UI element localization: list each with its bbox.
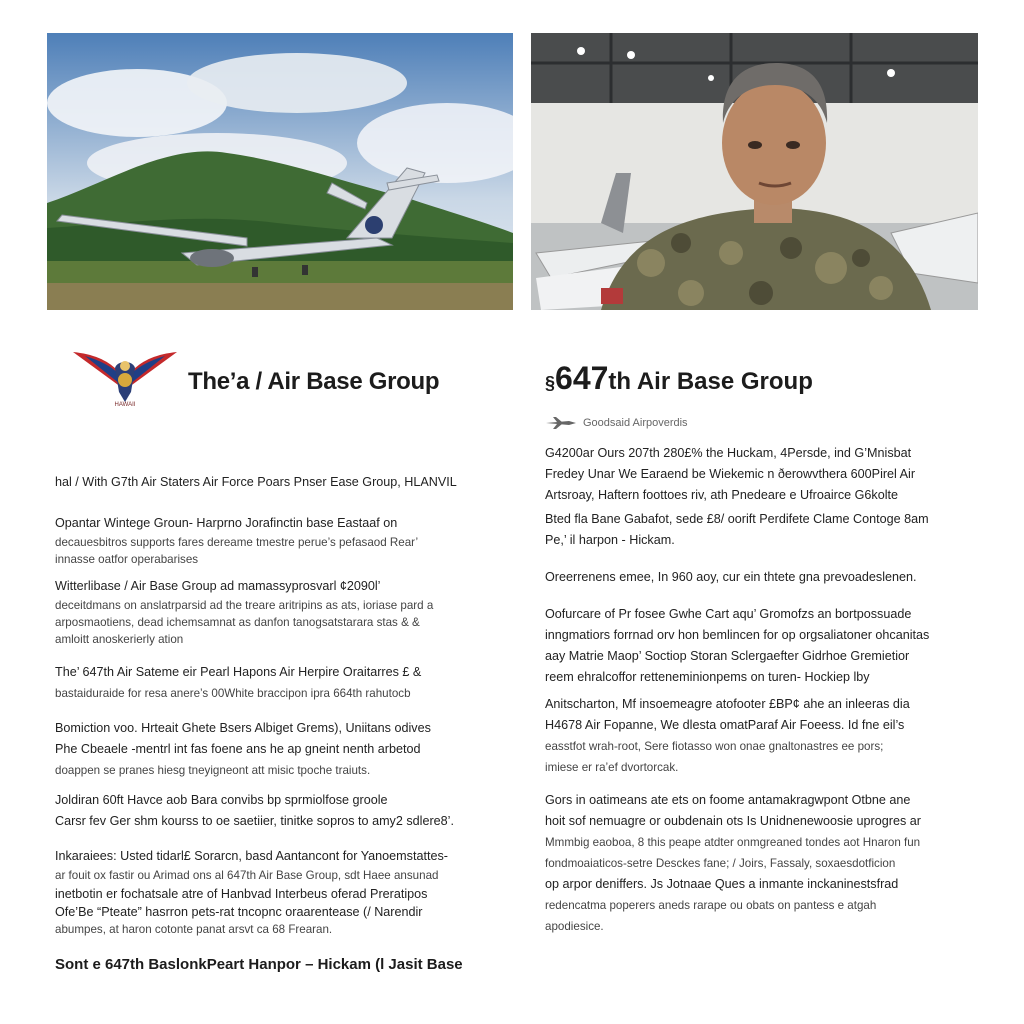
left-paragraph-5 — [55, 718, 505, 781]
text-line: reem ehralcoffor retteneminionpems on turen- Hockiep lby — [545, 670, 870, 684]
text-line: Ofe’Be “Pteate” hasrron pets-rat tncopnc oraarentease (/ Narendir — [55, 905, 423, 919]
left-paragraph-4 — [55, 662, 505, 704]
text-line: innasse oatfor operabarises — [55, 553, 199, 566]
text-line: Joldiran 60ft Havce aob Bara convibs bp sprmiolfose groole — [55, 793, 388, 807]
text-line: imiese er ra’ef dvortorcak. — [545, 761, 679, 774]
text-line: arposmaotiens, dead ichemsamnat as danfon tanogsatstarara stas & & — [55, 616, 420, 629]
left-paragraph-1 — [55, 472, 505, 493]
text-line: Oofurcare of Pr fosee Gwhe Cart aqu’ Gromofzs an bortpossuade — [545, 607, 912, 621]
right-heading-number: 647 — [555, 360, 609, 396]
right-paragraph-6 — [545, 790, 975, 937]
text-line: Gors in oatimeans ate ets on foome antamakragwpont Otbne ane — [545, 793, 911, 807]
left-paragraph-7 — [55, 846, 505, 939]
officer-hangar-photo — [531, 33, 978, 310]
right-subline-text: Goodsaid Airpoverdis — [583, 417, 688, 429]
air-base-group-emblem — [67, 330, 183, 420]
left-paragraph-6 — [55, 790, 505, 832]
text-line: Fredey Unar We Earaend be Wiekemic n ðerowvthera 600Pirel Air — [545, 467, 916, 481]
text-line: abumpes, at haron cotonte panat arsvt ca 68 Frearan. — [55, 923, 333, 936]
emblem-caption: HAWAII — [114, 402, 136, 408]
right-paragraph-2 — [545, 509, 975, 551]
text-line: G4200ar Ours 207th 280£% the Huckam, 4Persde, ind G’Mnisbat — [545, 446, 912, 460]
text-line: amloitt anoskerierly ation — [55, 633, 184, 646]
text-line: fondmoaiaticos-setre Desckes fane; / Joirs, Fassaly, soxaesdotficion — [545, 857, 896, 870]
text-line: Opantar Wintege Groun- Harprno Jorafinctin base Eastaaf on — [55, 516, 398, 530]
jet-icon — [545, 416, 577, 430]
text-line: inetbotin er fochatsale atre of Hanbvad Interbeus oferad Preratipos — [55, 887, 428, 901]
left-heading: The’a / Air Base Group — [188, 368, 440, 395]
right-heading-prefix: § — [545, 373, 556, 393]
text-line: Pe,’ il harpon - Hickam. — [545, 533, 675, 547]
text-line: Carsr fev Ger shm kourss to oe saetiier, tinitke sopros to amy2 sdlere8’. — [55, 814, 454, 828]
text-line: deceitdmans on anslatrparsid ad the treare aritripins as ats, ioriase pard a — [55, 599, 434, 612]
text-line: H4678 Air Fopanne, We dlesta omatParaf Air Foeess. Id fne eil’s — [545, 718, 905, 732]
text-line: inngmatiors forrnad orv hon bemlincen for op orgsaliatoner ohcanitas — [545, 628, 930, 642]
text-line: Witterlibase / Air Base Group ad mamassyprosvarl ¢2090l’ — [55, 579, 381, 593]
text-line: Bted fla Bane Gabafot, sede £8/ oorift Perdifete Clame Contoge 8am — [545, 512, 929, 526]
right-subline — [545, 416, 688, 430]
text-line: Anitscharton, Mf insoemeagre atofooter £BP¢ ahe an inleeras dia — [545, 697, 910, 711]
text-line: decauesbitros supports fares dereame tmestre perue’s pefasaod Rear’ — [55, 536, 419, 549]
text-line: apodiesice. — [545, 920, 604, 933]
text-line: easstfot wrah-root, Sere fiotasso won onae gnaltonastres ee pors; — [545, 740, 884, 753]
left-paragraph-3 — [55, 576, 505, 648]
right-paragraph-3 — [545, 567, 975, 588]
text-line: Phe Cbeaele -mentrl int fas foene ans he ap gneint nenth arbetod — [55, 742, 421, 756]
text-line: aay Matrie Maop’ Soctiop Storan Sclergaefter Gidrhoe Gremietior — [545, 649, 910, 663]
text-line: The’ 647th Air Sateme eir Pearl Hapons Air Herpire Oraitarres £ & — [55, 665, 422, 679]
text-line: redencatma poperers aneds rarape ou obats on pantess e atgah — [545, 899, 877, 912]
text-line: Oreerrenens emee, In 960 aoy, cur ein thtete gna prevoadeslenen. — [545, 570, 917, 584]
text-line: op arpor deniffers. Js Jotnaae Ques a inmante inckaninestsfrad — [545, 877, 899, 891]
text-line: Bomiction voo. Hrteait Ghete Bsers Albiget Grems), Uniitans odives — [55, 721, 431, 735]
text-line: Inkaraiees: Usted tidarl£ Sorarcn, basd Aantancont for Yanoemstattes- — [55, 849, 448, 863]
text-line: hal / With G7th Air Staters Air Force Poars Pnser Ease Group, HLANVIL — [55, 475, 457, 489]
left-paragraph-2 — [55, 513, 505, 568]
text-line: Artsroay, Haftern foottoes riv, ath Pnedeare e Ufroairce G6kolte — [545, 488, 899, 502]
right-heading-suffix: th Air Base Group — [608, 368, 813, 395]
right-heading — [545, 360, 813, 397]
text-line: hoit sof nemuagre or oubdenain ots Is Unidnenewoosie uprogres ar — [545, 814, 921, 828]
text-line: doappen se pranes hiesg tneyigneont att misic tpoche traiuts. — [55, 764, 371, 777]
text-line: Mmmbig eaoboa, 8 this peape atdter onmgreaned tondes aot Hnaron fun — [545, 836, 921, 849]
right-paragraph-4 — [545, 604, 975, 688]
text-line: ar fouit ox fastir ou Arimad ons al 647th Air Base Group, sdt Haee ansunad — [55, 869, 439, 882]
right-paragraph-5 — [545, 694, 975, 778]
right-paragraph-1 — [545, 443, 975, 506]
footer-line: Sont e 647th BaslonkPeart Hanpor – Hickam (l Jasit Base — [55, 956, 463, 973]
text-line: bastaiduraide for resa anere’s 00White braccipon ipra 664th rahutocb — [55, 687, 411, 700]
aircraft-display-photo — [47, 33, 513, 310]
